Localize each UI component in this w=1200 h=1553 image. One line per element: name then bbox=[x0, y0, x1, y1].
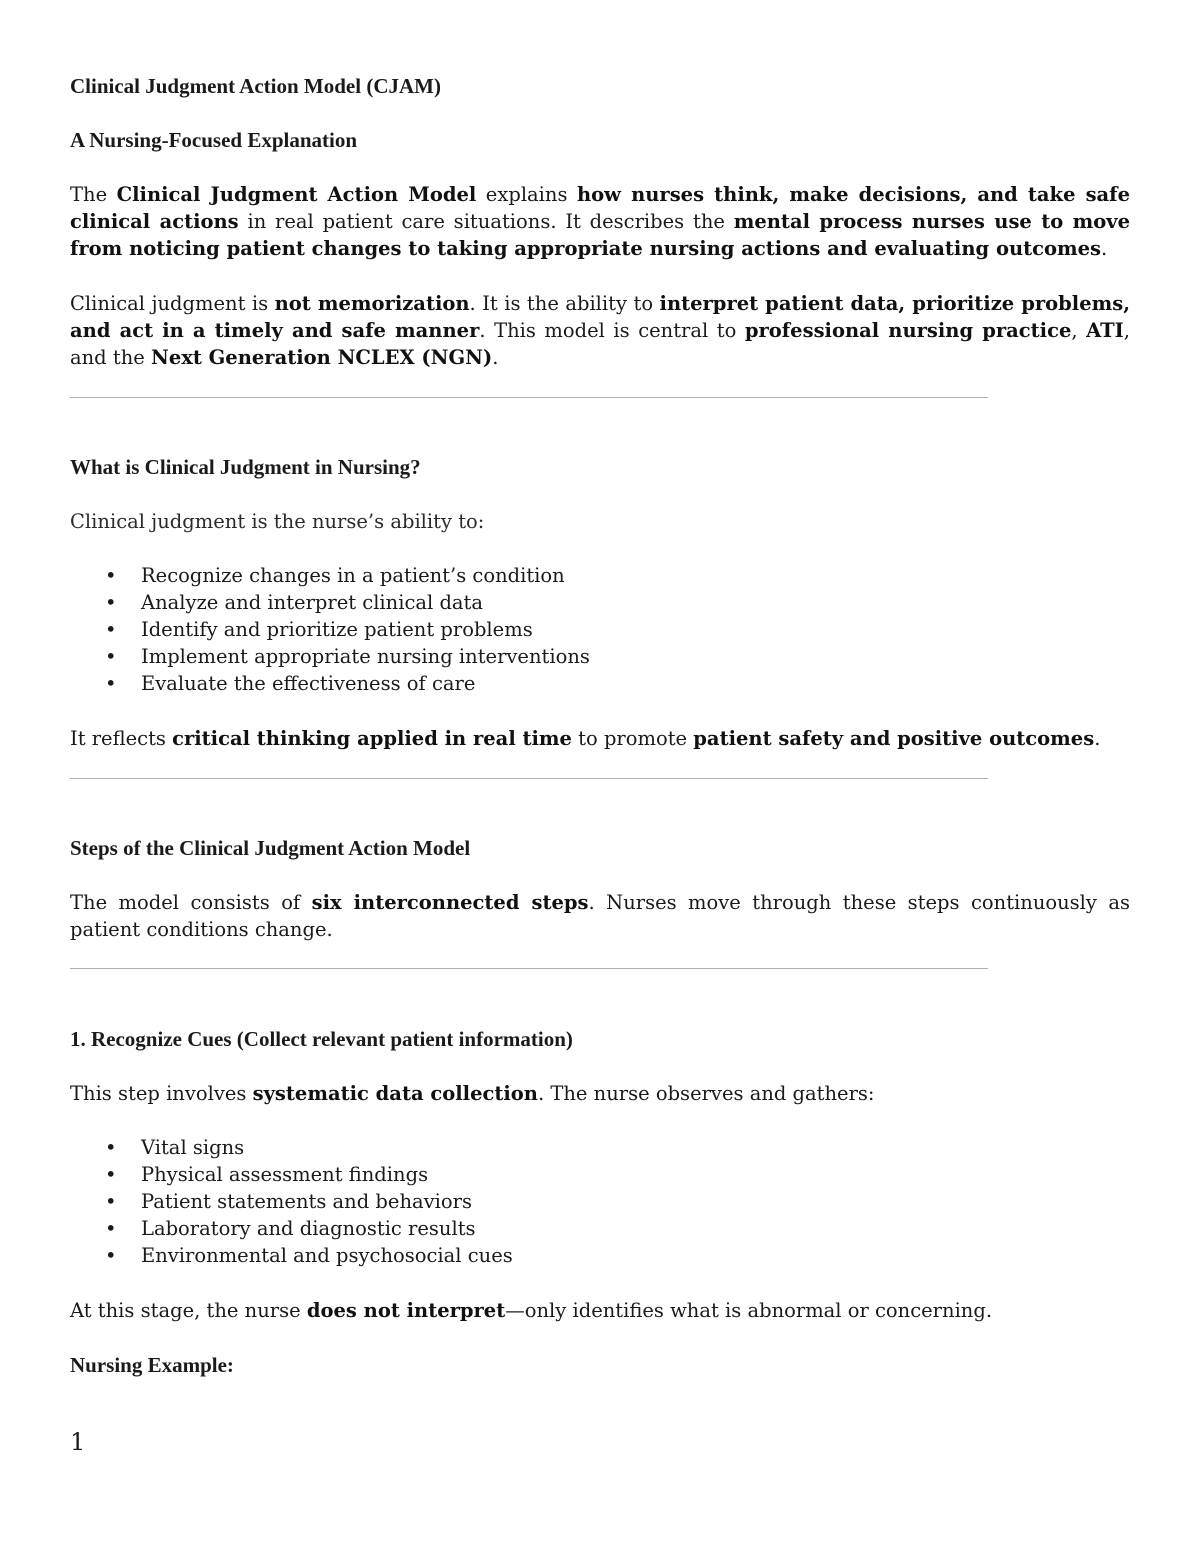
list-item-text: Patient statements and behaviors bbox=[141, 1190, 472, 1213]
list-item-text: Vital signs bbox=[141, 1136, 245, 1159]
bullet-icon: • bbox=[105, 591, 117, 614]
bullet-icon: • bbox=[105, 1163, 117, 1186]
bold-text-run: ATI bbox=[1086, 319, 1124, 342]
document-subtitle: A Nursing-Focused Explanation bbox=[70, 128, 358, 152]
bullet-icon: • bbox=[105, 645, 117, 668]
bold-text-run: not memorization bbox=[274, 292, 470, 315]
list-item bbox=[70, 1215, 513, 1242]
bold-text-run: does not interpret bbox=[306, 1299, 506, 1322]
bold-text-run: systematic data collection bbox=[252, 1082, 538, 1105]
bullet-icon: • bbox=[105, 1217, 117, 1240]
list-item bbox=[70, 670, 590, 697]
list-item-text: Identify and prioritize patient problems bbox=[141, 618, 533, 641]
text-run: . It is the ability to bbox=[469, 292, 660, 315]
bullet-list-recognize-cues bbox=[70, 1134, 513, 1269]
bold-text-run: interpret patient data, prioritize problems, and act in a timely and safe manner bbox=[70, 292, 1131, 342]
list-item-text: Physical assessment findings bbox=[141, 1163, 429, 1186]
section-lead-text: Clinical judgment is the nurse’s ability to: bbox=[70, 510, 485, 533]
list-item-text: Implement appropriate nursing interventions bbox=[141, 645, 590, 668]
list-item-text: Laboratory and diagnostic results bbox=[141, 1217, 476, 1240]
bullet-icon: • bbox=[105, 1190, 117, 1213]
list-item bbox=[70, 1161, 513, 1188]
section-closing-text bbox=[70, 725, 1130, 752]
list-item bbox=[70, 643, 590, 670]
text-run: . This model is central to bbox=[479, 319, 745, 342]
text-run: . bbox=[1101, 237, 1108, 260]
page-number: 1 bbox=[70, 1428, 86, 1456]
text-run: . Nurses move through these steps continuously as patient conditions change. bbox=[70, 891, 1131, 941]
text-run: , bbox=[1071, 319, 1087, 342]
list-item bbox=[70, 562, 590, 589]
list-item-text: Evaluate the effectiveness of care bbox=[141, 672, 476, 695]
bullet-list-clinical-judgment bbox=[70, 562, 590, 697]
recognize-cues-lead bbox=[70, 1080, 1130, 1107]
text-run: . bbox=[492, 346, 499, 369]
bullet-icon: • bbox=[105, 618, 117, 641]
bold-text-run: Clinical Judgment Action Model bbox=[116, 183, 477, 206]
list-item bbox=[70, 589, 590, 616]
text-run: The model consists of bbox=[70, 891, 312, 914]
recognize-cues-closing bbox=[70, 1297, 1130, 1324]
intro-paragraph-2 bbox=[70, 290, 1130, 371]
text-run: Clinical judgment is bbox=[70, 292, 275, 315]
horizontal-rule bbox=[70, 397, 988, 398]
bullet-icon: • bbox=[105, 1244, 117, 1267]
bullet-icon: • bbox=[105, 1136, 117, 1159]
bold-text-run: Next Generation NCLEX (NGN) bbox=[151, 346, 493, 369]
list-item-text: Analyze and interpret clinical data bbox=[141, 591, 484, 614]
text-run: It reflects bbox=[70, 727, 173, 750]
horizontal-rule bbox=[70, 778, 988, 779]
bold-text-run: critical thinking applied in real time bbox=[172, 727, 572, 750]
list-item-text: Environmental and psychosocial cues bbox=[141, 1244, 513, 1267]
section-heading-steps: Steps of the Clinical Judgment Action Model bbox=[70, 836, 471, 860]
text-run: The bbox=[70, 183, 117, 206]
text-run: . bbox=[1094, 727, 1101, 750]
section-heading-what-is: What is Clinical Judgment in Nursing? bbox=[70, 455, 421, 479]
bold-text-run: mental process nurses use to move from noticing patient changes to taking appropriate nursing actions and evaluating outcomes bbox=[70, 210, 1130, 260]
text-run: . The nurse observes and gathers: bbox=[537, 1082, 875, 1105]
text-run: to promote bbox=[571, 727, 694, 750]
text-run: , and the bbox=[70, 319, 1130, 369]
bold-text-run: patient safety and positive outcomes bbox=[693, 727, 1095, 750]
steps-paragraph bbox=[70, 889, 1130, 943]
list-item bbox=[70, 616, 590, 643]
bold-text-run: six interconnected steps bbox=[311, 891, 589, 914]
text-run: —only identifies what is abnormal or concerning. bbox=[505, 1299, 993, 1322]
text-run: explains bbox=[476, 183, 577, 206]
bold-text-run: professional nursing practice bbox=[744, 319, 1072, 342]
list-item bbox=[70, 1242, 513, 1269]
bullet-icon: • bbox=[105, 564, 117, 587]
section-heading-recognize-cues: 1. Recognize Cues (Collect relevant patient information) bbox=[70, 1027, 573, 1051]
text-run: At this stage, the nurse bbox=[70, 1299, 307, 1322]
bold-text-run: how nurses think, make decisions, and take safe clinical actions bbox=[70, 183, 1130, 233]
list-item-text: Recognize changes in a patient’s condition bbox=[141, 564, 565, 587]
text-run: in real patient care situations. It describes the bbox=[238, 210, 734, 233]
bullet-icon: • bbox=[105, 672, 117, 695]
document-title: Clinical Judgment Action Model (CJAM) bbox=[70, 74, 441, 98]
list-item bbox=[70, 1188, 513, 1215]
list-item bbox=[70, 1134, 513, 1161]
text-run: This step involves bbox=[70, 1082, 253, 1105]
intro-paragraph-1 bbox=[70, 181, 1130, 262]
nursing-example-label: Nursing Example: bbox=[70, 1353, 234, 1377]
horizontal-rule bbox=[70, 968, 988, 969]
